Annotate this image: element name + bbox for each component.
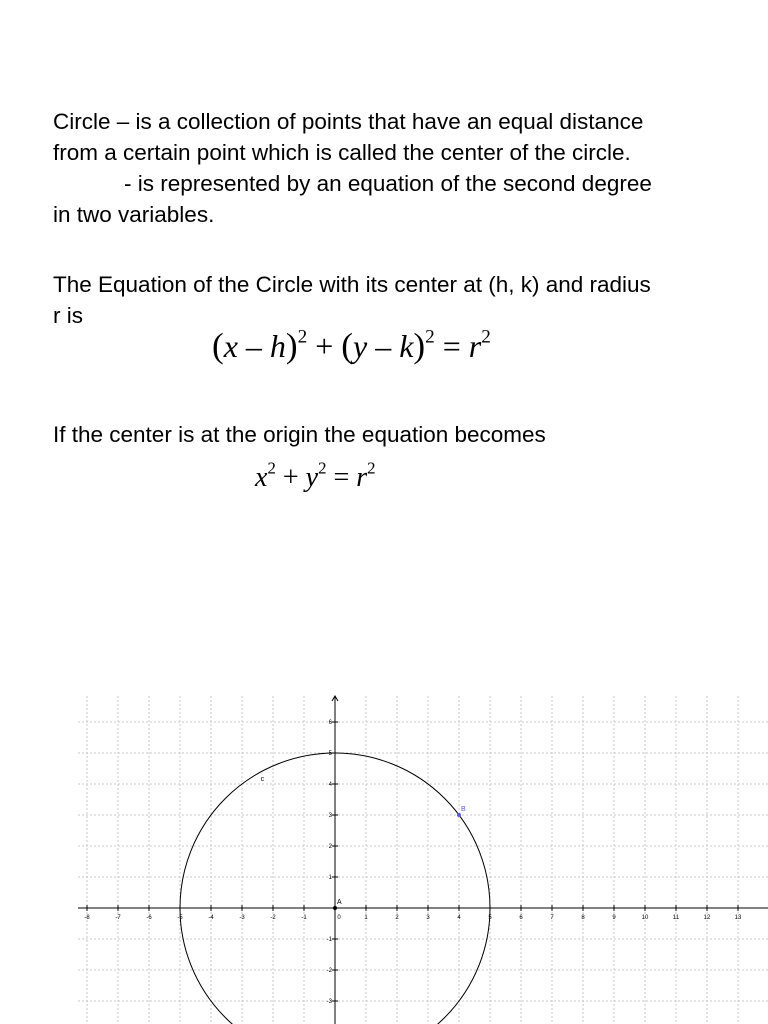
definition-line-1: Circle – is a collection of points that have an equal distance [53, 109, 644, 134]
point-b [457, 813, 461, 817]
definition-line-2: from a certain point which is called the center of the circle. [53, 140, 631, 165]
x-tick-label: 1 [364, 915, 368, 922]
y-tick-label: 5 [328, 751, 332, 757]
circle-label: c [260, 775, 265, 783]
x-tick-label: 13 [734, 915, 742, 922]
x-tick-label: -7 [115, 915, 121, 922]
x-tick-label: -4 [208, 915, 214, 922]
x-tick-label: -1 [301, 915, 307, 922]
tick-labels [84, 720, 742, 1005]
grid-lines [78, 696, 768, 1024]
x-tick-label: -5 [177, 915, 183, 922]
definition-line-3: - is represented by an equation of the second degree [124, 171, 652, 196]
x-tick-label: 6 [519, 915, 523, 922]
y-tick-label: 4 [328, 782, 332, 788]
y-tick-label: 1 [328, 875, 332, 881]
point-a [333, 906, 337, 910]
x-tick-label: -2 [270, 915, 276, 922]
general-circle-equation: $(x - h)^2 + (y - k)^2 = r^2$ [212, 326, 491, 365]
x-tick-label: 4 [457, 915, 461, 922]
definition-line-4: in two variables. [53, 202, 215, 227]
origin-intro-line: If the center is at the origin the equation becomes [53, 422, 546, 447]
x-tick-label: 3 [426, 915, 430, 922]
x-tick-label: -8 [84, 915, 90, 922]
x-tick-label: 2 [395, 915, 399, 922]
point-label-b: B [461, 806, 466, 813]
y-tick-label: -1 [326, 937, 332, 943]
x-tick-label: -3 [239, 915, 245, 922]
y-tick-label: 6 [328, 720, 332, 726]
x-tick-label: 8 [581, 915, 585, 922]
y-tick-label: -2 [326, 968, 332, 974]
x-tick-label: 7 [550, 915, 554, 922]
x-tick-label: 0 [337, 915, 341, 922]
origin-circle-equation: $x^2 + y^2 = r^2$ [255, 458, 376, 493]
x-tick-label: 5 [488, 915, 492, 922]
y-tick-label: 3 [328, 813, 332, 819]
y-tick-label: -3 [326, 999, 332, 1005]
x-tick-label: -6 [146, 915, 152, 922]
equation-intro-line-1: The Equation of the Circle with its center at (h, k) and radius [53, 272, 651, 297]
x-tick-label: 12 [703, 915, 711, 922]
point-label-a: A [337, 899, 342, 906]
x-tick-label: 10 [641, 915, 649, 922]
y-tick-label: 2 [328, 844, 332, 850]
x-tick-label: 9 [612, 915, 616, 922]
plot-labels [261, 776, 466, 906]
equation-intro-line-2: r is [53, 303, 83, 328]
axes [78, 696, 768, 1024]
x-tick-label: 11 [672, 915, 680, 922]
